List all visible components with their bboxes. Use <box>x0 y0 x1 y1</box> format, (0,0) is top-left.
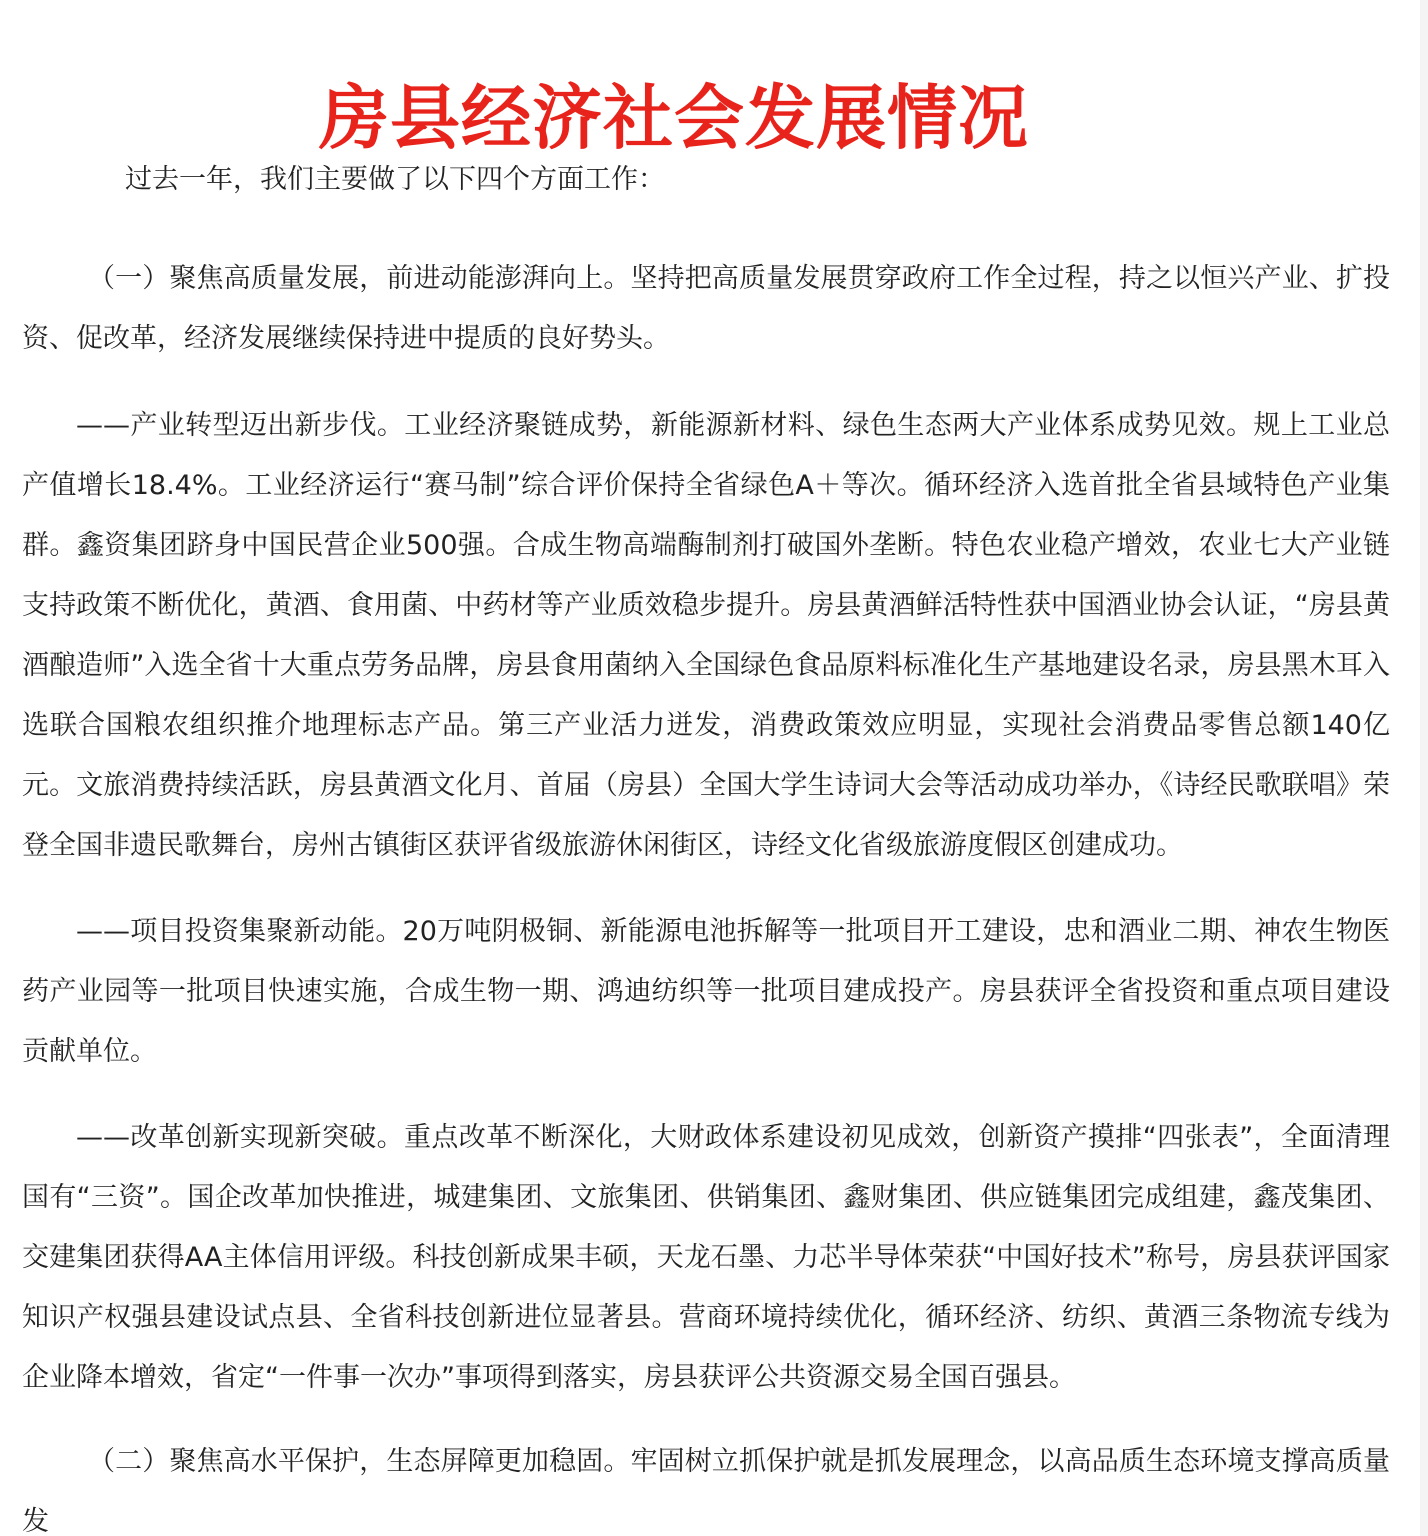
paragraph-industry: ——产业转型迈出新步伐。工业经济聚链成势，新能源新材料、绿色生态两大产业体系成势见效。规上工业总产值增长18.4%。工业经济运行“赛马制”综合评价保持全省绿色A＋等次。循环经济入选首批全省县域特色产业集群。鑫资集团跻身中国民营企业500强。合成生物高端酶制剂打破国外垄断。特色农业稳产增效，农业七大产业链支持政策不断优化，黄酒、食用菌、中药材等产业质效稳步提升。房县黄酒鲜活特性获中国酒业协会认证，“房县黄酒酿造师”入选全省十大重点劳务品牌，房县食用菌纳入全国绿色食品原料标准化生产基地建设名录，房县黑木耳入选联合国粮农组织推介地理标志产品。第三产业活力迸发，消费政策效应明显，实现社会消费品零售总额140亿元。文旅消费持续活跃，房县黄酒文化月、首届（房县）全国大学生诗词大会等活动成功举办，《诗经民歌联唱》荣登全国非遗民歌舞台，房州古镇街区获评省级旅游休闲街区，诗经文化省级旅游度假区创建成功。 <box>22 410 1390 861</box>
paragraph-section-1: （一）聚焦高质量发展，前进动能澎湃向上。坚持把高质量发展贯穿政府工作全过程，持之以恒兴产业、扩投资、促改革，经济发展继续保持进中提质的良好势头。 <box>22 263 1390 354</box>
vertical-scrollbar[interactable] <box>1420 0 1428 1536</box>
paragraph-reform: ——改革创新实现新突破。重点改革不断深化，大财政体系建设初见成效，创新资产摸排“四张表”，全面清理国有“三资”。国企改革加快推进，城建集团、文旅集团、供销集团、鑫财集团、供应链集团完成组建，鑫茂集团、交建集团获得AA主体信用评级。科技创新成果丰硕，天龙石墨、力芯半导体荣获“中国好技术”称号，房县获评国家知识产权强县建设试点县、全省科技创新进位显著县。营商环境持续优化，循环经济、纺织、黄酒三条物流专线为企业降本增效，省定“一件事一次办”事项得到落实，房县获评公共资源交易全国百强县。 <box>22 1122 1390 1393</box>
intro-text: 过去一年，我们主要做了以下四个方面工作： <box>125 164 665 195</box>
page-title: 房县经济社会发展情况 <box>319 76 1029 159</box>
paragraph-investment: ——项目投资集聚新动能。20万吨阴极铜、新能源电池拆解等一批项目开工建设，忠和酒业二期、神农生物医药产业园等一批项目快速实施，合成生物一期、鸿迪纺织等一批项目建成投产。房县获评全省投资和重点项目建设贡献单位。 <box>22 916 1390 1067</box>
paragraph-section-2: （二）聚焦高水平保护，生态屏障更加稳固。牢固树立抓保护就是抓发展理念，以高品质生态环境支撑高质量发 <box>22 1446 1390 1536</box>
